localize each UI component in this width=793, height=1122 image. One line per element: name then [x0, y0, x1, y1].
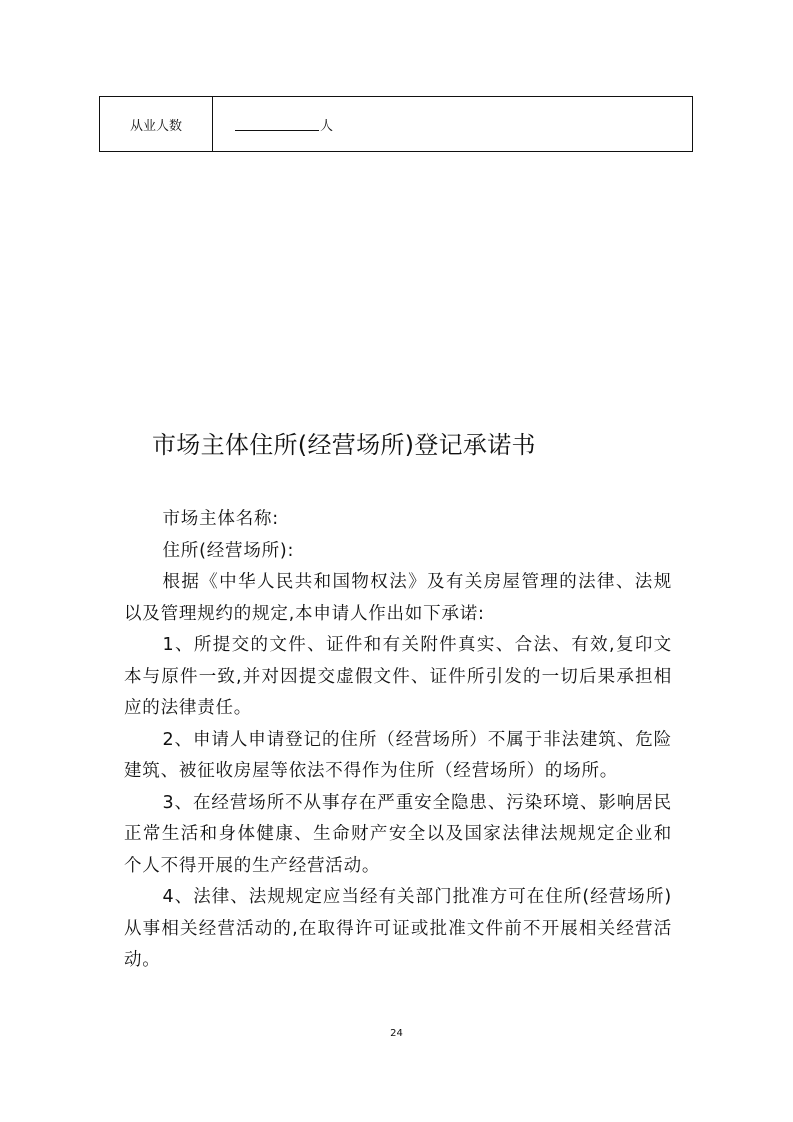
- employee-count-label: 从业人数: [100, 97, 213, 151]
- employee-count-unit: 人: [320, 118, 334, 134]
- document-title: 市场主体住所(经营场所)登记承诺书: [152, 431, 536, 459]
- intro-paragraph: 根据《中华人民共和国物权法》及有关房屋管理的法律、法规以及管理规约的规定,本申请人作出如下承诺:: [124, 572, 672, 624]
- commitment-item-3: 3、在经营场所不从事存在严重安全隐患、污染环境、影响居民正常生活和身体健康、生命财产安全以及国家法律法规规定企业和个人不得开展的生产经营活动。: [124, 792, 672, 876]
- commitment-item-1: 1、所提交的文件、证件和有关附件真实、合法、有效,复印文本与原件一致,并对因提交虚假文件、证件所引发的一切后果承担相应的法律责任。: [124, 635, 672, 718]
- employee-count-value: [213, 97, 692, 151]
- commitment-item-4: 4、法律、法规规定应当经有关部门批准方可在住所(经营场所)从事相关经营活动的,在取得许可证或批准文件前不开展相关经营活动。: [124, 887, 672, 970]
- field-address: 住所(经营场所):: [162, 540, 295, 561]
- commitment-item-2: 2、申请人申请登记的住所（经营场所）不属于非法建筑、危险建筑、被征收房屋等依法不得作为住所（经营场所）的场所。: [124, 729, 672, 781]
- page-number: 24: [390, 1028, 403, 1039]
- employee-count-table: [99, 96, 693, 152]
- employee-count-blank: [235, 118, 319, 131]
- field-market-entity-name: 市场主体名称:: [162, 509, 279, 529]
- document-body: [124, 504, 672, 977]
